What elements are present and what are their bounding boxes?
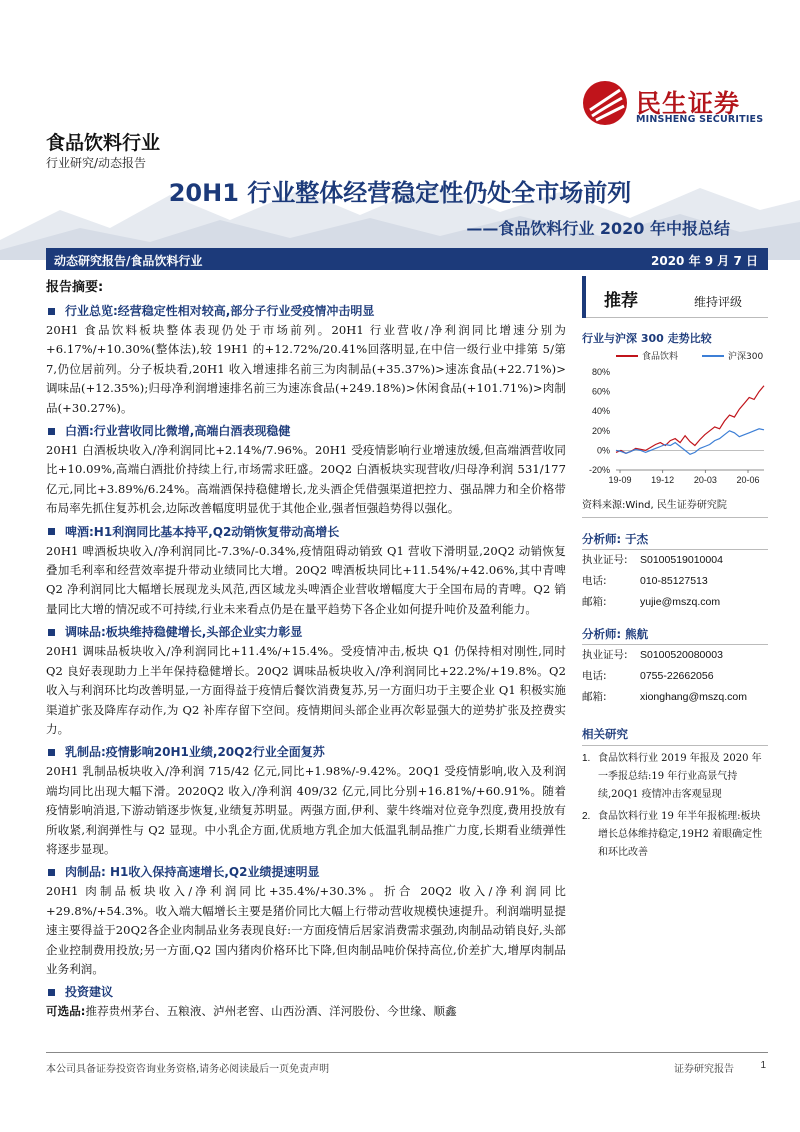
logo-english-name: MINSHENG SECURITIES [636,114,764,125]
section-heading [46,862,566,882]
optional-label: 可选品: [46,1004,86,1019]
page-number: 1 [760,1060,766,1071]
rating-accent-bar [582,276,586,318]
y-tick-label: 60% [591,386,610,397]
legend-label: 沪深300 [728,352,764,362]
related-number: 2. [582,811,591,822]
company-logo [582,80,772,130]
report-title: 20H1 行业整体经营稳定性仍处全市场前列 [168,179,632,207]
chart-legend [616,350,763,362]
section-heading [46,421,566,441]
banner-category: 动态研究报告/食品饮料行业 [54,254,203,268]
related-heading: 相关研究 [582,722,768,746]
logo-mark-icon [582,80,628,126]
bullet-icon [48,528,55,535]
section-title: 行业总览:经营稳定性相对较高,部分子行业受疫情冲击明显 [65,304,375,318]
field-label: 执业证号: [582,649,628,661]
section-title: 调味品:板块维持稳健增长,头部企业实力彰显 [65,625,303,640]
legend-label: 食品饮料 [642,352,679,362]
bullet-icon [48,629,55,636]
section-title: 乳制品:疫情影响20H1业绩,20Q2行业全面复苏 [65,745,325,760]
footer-disclaimer: 本公司具备证券投资咨询业务资格,请务必阅读最后一页免责声明 [46,1064,330,1075]
field-label: 执业证号: [582,554,628,566]
analyst-row [582,645,768,666]
report-type: 行业研究/动态报告 [46,156,147,170]
y-tick-label: -20% [588,465,610,475]
rating-box [582,276,768,318]
trend-chart [582,348,768,490]
related-text: 食品饮料行业 2019 年报及 2020 年一季报总结:19 年行业高景气持续,20Q1 疫情冲击客观显现 [598,753,762,800]
field-label: 邮箱: [582,596,607,608]
rating-sub: 维持评级 [694,295,743,309]
section-heading [46,982,566,1002]
analyst-row [582,666,768,687]
email-link[interactable]: xionghang@mszq.com [640,691,747,703]
related-number: 1. [582,753,591,764]
section-title: 肉制品: H1收入保持高速增长,Q2业绩提速明显 [65,865,320,880]
analyst-heading: 分析师: 熊航 [582,623,768,645]
bullet-icon [48,989,55,996]
section-paragraph: 20H1 啤酒板块收入/净利润同比-7.3%/-0.34%,疫情阻碍动销致 Q1 营收下滑明显,20Q2 动销恢复叠加毛利率和经营效率提升带动业绩同比大增。20Q2 啤酒板块同比+11.54%/+42.06%,其中青啤 Q2 净利润同比大幅增长展现龙头风范,西区域龙头啤酒企业营收增幅度大于全国布局的青啤。Q2 销量同比大增的情况或不可持续,行业未来看点仍是在量平趋势下各企业如何提升吨价及盈利能力。 [46,543,566,616]
category-banner [46,248,768,270]
report-subtitle: ——食品饮料行业 2020 年中报总结 [466,219,730,238]
y-tick-label: 0% [596,445,610,456]
section-paragraph: 20H1 白酒板块收入/净利润同比+2.14%/7.96%。20H1 受疫情影响行业增速放缓,但高端酒营收同比+10.09%,高端白酒批价持续上行,市场需求旺盛。20Q2 白酒板块实现营收/归母净利润 531/177 亿元,同比+3.89%/6.24%。高端酒保持稳健增长,龙头酒企凭借强渠道把控力、强品牌力和全价格带布局率先抓住复苏机会,边际改善幅度明显优于其他企业,强者恒强趋势得以强化。 [46,443,566,516]
chart-y-axis [589,367,764,475]
banner-date: 2020 年 9 月 7 日 [651,254,758,268]
section-paragraph: 20H1 调味品板块收入/净利润同比+11.4%/+15.4%。受疫情冲击,板块 Q1 仍保持相对刚性,同时 Q2 良好表现助力上半年保持稳健增长。20Q2 调味品板块收入/净利润同比+22.2%/+19.8%。Q2 收入与利润环比均改善明显,一方面得益于疫情后餐饮消费复苏,另一方面归功于主要企业 Q1 积极实施渠道扩张及降库存动作,为 Q2 补库存留下空间。疫情期间头部企业再次彰显强大的逆势扩张及控费实力。 [46,644,566,736]
email-link[interactable]: yujie@mszq.com [640,596,721,608]
analyst-heading: 分析师: 于杰 [582,528,768,550]
section-heading [46,742,566,762]
chart-title: 行业与沪深 300 走势比较 [582,332,712,345]
section-title: 投资建议 [65,985,114,1000]
x-tick-label: 20-06 [736,475,760,485]
chart-series [616,386,764,455]
section-heading [46,301,566,321]
y-tick-label: 80% [591,367,610,377]
analyst-row [582,592,768,613]
analyst-row [582,687,768,708]
sidebar-column [582,276,768,862]
related-item[interactable] [582,808,768,862]
field-value: 010-85127513 [640,575,708,587]
bullet-icon [48,308,55,315]
footer-divider [46,1052,768,1053]
section-paragraph: 20H1 乳制品板块收入/净利润 715/42 亿元,同比+1.98%/-9.42%。20Q1 受疫情影响,收入及利润端均同比出现大幅下滑。2020Q2 收入/净利润 409/32 亿元,同比分别+16.81%/+60.91%。随着疫情影响消退,下游动销逐步恢复,业绩复苏明显。两强方面,伊利、蒙牛终端对位竞争烈度,费用投放有所收紧,利润弹性与 Q2 显现。中小乳企方面,优质地方乳企加大低温乳制品推广力度,长期看业绩弹性将逐步显现。 [46,764,566,856]
related-text: 食品饮料行业 19 年半年报梳理:板块增长总体维持稳定,19H2 着眼确定性和环比改善 [598,811,763,858]
y-tick-label: 20% [591,425,610,436]
analyst-row [582,571,768,592]
section-heading [46,522,566,542]
section-title: 啤酒:H1利润同比基本持平,Q2动销恢复带动高增长 [65,524,340,539]
series-line [616,386,764,454]
section-paragraph: 20H1 食品饮料板块整体表现仍处于市场前列。20H1 行业营收/净利润同比增速分别为+6.17%/+10.30%(整体法),较 19H1 的+12.72%/20.41%回落明显,在中信一级行业中排第 5/第 7,仍位居前列。分子板块看,20H1 收入增速排名前三为肉制品(+35.37%)>速冻食品(+22.71%)>调味品(+12.35%);归母净利润增速排名前三为速冻食品(+249.18%)>休闲食品(+101.71%)>肉制品(+30.27%)。 [46,323,566,415]
field-value: 0755-22662056 [640,670,714,682]
footer-label: 证券研究报告 [674,1064,734,1075]
field-label: 电话: [582,575,607,587]
chart-source: 资料来源:Wind, 民生证券研究院 [582,496,768,518]
field-label: 电话: [582,670,607,682]
investment-paragraph [46,1002,566,1021]
optional-text: 推荐贵州茅台、五粮液、泸州老窖、山西汾酒、洋河股份、今世缘、顺鑫 [85,1004,457,1019]
section-heading [46,622,566,642]
field-label: 邮箱: [582,691,607,703]
abstract-heading: 报告摘要: [46,280,104,295]
abstract-column [46,276,566,1025]
field-value: S0100520080003 [640,649,723,661]
chart-x-axis [608,470,759,485]
x-tick-label: 19-09 [608,475,632,485]
y-tick-label: 40% [591,406,610,417]
section-paragraph: 20H1 肉制品板块收入/净利润同比+35.4%/+30.3%。折合 20Q2 收入/净利润同比+29.8%/+54.3%。收入端大幅增长主要是猪价同比大幅上行带动营收规模快速提升。利润端明显提速主要得益于20Q2各企业肉制品业务表现良好:一方面疫情后居家消费需求强劲,肉制品动销良好,头部企业控制费用投放;另一方面,Q2 国内猪肉价格环比下降,但肉制品吨价保持高位,价差扩大,增厚肉制品业务利润。 [46,884,566,976]
analyst-row [582,550,768,571]
rating-main: 推荐 [604,291,638,311]
industry-name: 食品饮料行业 [46,132,161,154]
field-value: S0100519010004 [640,554,723,566]
section-title: 白酒:行业营收同比微增,高端白酒表现稳健 [65,424,291,439]
x-tick-label: 19-12 [651,475,675,485]
bullet-icon [48,749,55,756]
logo-chinese-name: 民生证券 [636,89,741,118]
bullet-icon [48,869,55,876]
x-tick-label: 20-03 [693,475,717,485]
bullet-icon [48,428,55,435]
related-item[interactable] [582,750,768,804]
